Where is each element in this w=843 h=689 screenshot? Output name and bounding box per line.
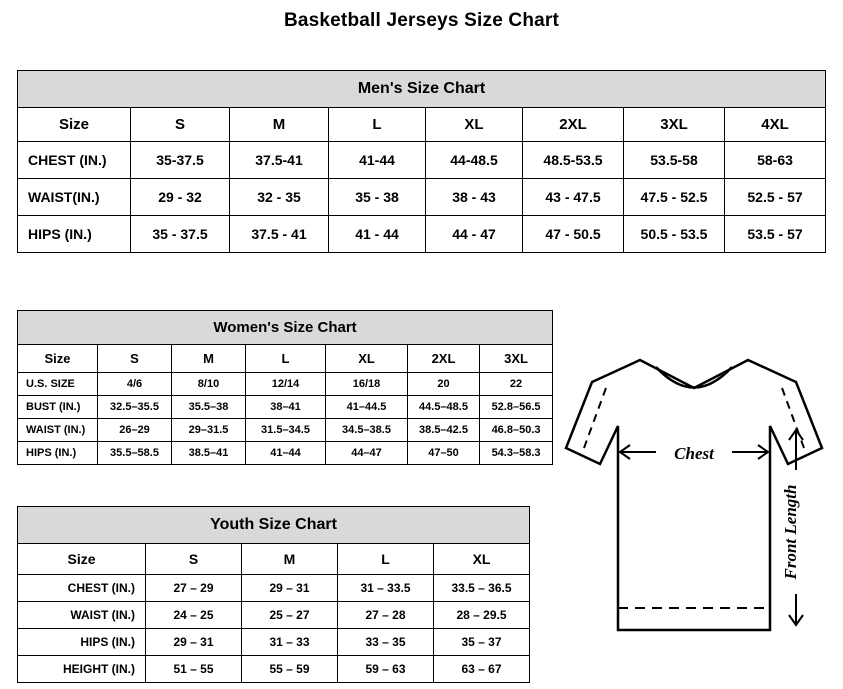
column-header-2xl: 2XL [408, 345, 480, 373]
cell-chest-s: 27 – 29 [146, 575, 242, 602]
cell-bust-2xl: 44.5–48.5 [408, 396, 480, 419]
cell-ussize-3xl: 22 [480, 373, 553, 396]
cell-hips-m: 31 – 33 [242, 629, 338, 656]
cell-hips-4xl: 53.5 - 57 [725, 216, 826, 253]
table-caption-row [18, 311, 553, 345]
cell-hips-xl: 35 – 37 [434, 629, 530, 656]
cell-ussize-l: 12/14 [246, 373, 326, 396]
table-row [18, 442, 553, 465]
cell-ussize-s: 4/6 [98, 373, 172, 396]
cell-waist-m: 32 - 35 [230, 179, 329, 216]
cell-bust-m: 35.5–38 [172, 396, 246, 419]
table-row [18, 419, 553, 442]
jersey-measurement-diagram [548, 330, 838, 675]
table-header-row [18, 544, 530, 575]
column-header-3xl: 3XL [480, 345, 553, 373]
cell-waist-3xl: 46.8–50.3 [480, 419, 553, 442]
table-row [18, 142, 826, 179]
cell-hips-m: 37.5 - 41 [230, 216, 329, 253]
mens-chart-caption: Men's Size Chart [18, 71, 826, 108]
table-row [18, 656, 530, 683]
cell-hips-m: 38.5–41 [172, 442, 246, 465]
row-label-waist: WAIST (IN.) [18, 602, 146, 629]
column-header-l: L [329, 108, 426, 142]
column-header-l: L [338, 544, 434, 575]
womens-size-chart-table [17, 310, 553, 465]
column-header-s: S [131, 108, 230, 142]
table-row [18, 602, 530, 629]
cell-waist-xl: 34.5–38.5 [326, 419, 408, 442]
table-row [18, 396, 553, 419]
cell-waist-4xl: 52.5 - 57 [725, 179, 826, 216]
cell-ussize-2xl: 20 [408, 373, 480, 396]
cell-waist-s: 26–29 [98, 419, 172, 442]
column-header-m: M [230, 108, 329, 142]
cell-ussize-xl: 16/18 [326, 373, 408, 396]
cell-waist-2xl: 38.5–42.5 [408, 419, 480, 442]
cell-bust-s: 32.5–35.5 [98, 396, 172, 419]
column-header-l: L [246, 345, 326, 373]
column-header-3xl: 3XL [624, 108, 725, 142]
cell-chest-m: 29 – 31 [242, 575, 338, 602]
chest-measure-label: Chest [674, 444, 714, 463]
cell-waist-m: 25 – 27 [242, 602, 338, 629]
mens-size-chart-table [17, 70, 826, 253]
column-header-size: Size [18, 544, 146, 575]
cell-hips-l: 41 - 44 [329, 216, 426, 253]
cell-hips-3xl: 50.5 - 53.5 [624, 216, 725, 253]
cell-chest-3xl: 53.5-58 [624, 142, 725, 179]
cell-chest-4xl: 58-63 [725, 142, 826, 179]
cell-chest-m: 37.5-41 [230, 142, 329, 179]
table-header-row [18, 108, 826, 142]
table-caption-row [18, 71, 826, 108]
row-label-height: HEIGHT (IN.) [18, 656, 146, 683]
cell-hips-s: 35 - 37.5 [131, 216, 230, 253]
cell-waist-xl: 38 - 43 [426, 179, 523, 216]
cell-height-m: 55 – 59 [242, 656, 338, 683]
column-header-4xl: 4XL [725, 108, 826, 142]
youth-size-chart-table [17, 506, 530, 683]
cell-hips-l: 41–44 [246, 442, 326, 465]
womens-chart-caption: Women's Size Chart [18, 311, 553, 345]
table-row [18, 373, 553, 396]
cell-waist-3xl: 47.5 - 52.5 [624, 179, 725, 216]
cell-height-s: 51 – 55 [146, 656, 242, 683]
column-header-xl: XL [426, 108, 523, 142]
column-header-s: S [98, 345, 172, 373]
cell-hips-xl: 44 - 47 [426, 216, 523, 253]
cell-waist-s: 24 – 25 [146, 602, 242, 629]
cell-chest-l: 41-44 [329, 142, 426, 179]
table-row [18, 179, 826, 216]
cell-bust-3xl: 52.8–56.5 [480, 396, 553, 419]
cell-chest-2xl: 48.5-53.5 [523, 142, 624, 179]
row-label-chest: CHEST (IN.) [18, 142, 131, 179]
table-row [18, 216, 826, 253]
column-header-size: Size [18, 345, 98, 373]
cell-hips-s: 35.5–58.5 [98, 442, 172, 465]
table-row [18, 629, 530, 656]
row-label-hips: HIPS (IN.) [18, 629, 146, 656]
cell-hips-xl: 44–47 [326, 442, 408, 465]
cell-hips-l: 33 – 35 [338, 629, 434, 656]
row-label-hips: HIPS (IN.) [18, 442, 98, 465]
cell-hips-s: 29 – 31 [146, 629, 242, 656]
row-label-us-size: U.S. SIZE [18, 373, 98, 396]
cell-ussize-m: 8/10 [172, 373, 246, 396]
cell-waist-l: 31.5–34.5 [246, 419, 326, 442]
column-header-xl: XL [326, 345, 408, 373]
youth-chart-caption: Youth Size Chart [18, 507, 530, 544]
row-label-chest: CHEST (IN.) [18, 575, 146, 602]
cell-waist-xl: 28 – 29.5 [434, 602, 530, 629]
page-title: Basketball Jerseys Size Chart [283, 10, 560, 31]
cell-waist-2xl: 43 - 47.5 [523, 179, 624, 216]
table-row [18, 575, 530, 602]
column-header-m: M [172, 345, 246, 373]
cell-waist-l: 35 - 38 [329, 179, 426, 216]
table-header-row [18, 345, 553, 373]
cell-chest-l: 31 – 33.5 [338, 575, 434, 602]
row-label-waist: WAIST (IN.) [18, 419, 98, 442]
cell-bust-xl: 41–44.5 [326, 396, 408, 419]
cell-chest-s: 35-37.5 [131, 142, 230, 179]
cell-waist-m: 29–31.5 [172, 419, 246, 442]
column-header-m: M [242, 544, 338, 575]
cell-hips-2xl: 47–50 [408, 442, 480, 465]
row-label-waist: WAIST(IN.) [18, 179, 131, 216]
cell-bust-l: 38–41 [246, 396, 326, 419]
column-header-size: Size [18, 108, 131, 142]
cell-chest-xl: 44-48.5 [426, 142, 523, 179]
cell-chest-xl: 33.5 – 36.5 [434, 575, 530, 602]
cell-hips-2xl: 47 - 50.5 [523, 216, 624, 253]
cell-hips-3xl: 54.3–58.3 [480, 442, 553, 465]
column-header-s: S [146, 544, 242, 575]
row-label-bust: BUST (IN.) [18, 396, 98, 419]
cell-waist-l: 27 – 28 [338, 602, 434, 629]
cell-height-xl: 63 – 67 [434, 656, 530, 683]
cell-height-l: 59 – 63 [338, 656, 434, 683]
column-header-2xl: 2XL [523, 108, 624, 142]
row-label-hips: HIPS (IN.) [18, 216, 131, 253]
front-length-measure-label: Front Length [781, 484, 800, 580]
column-header-xl: XL [434, 544, 530, 575]
table-caption-row [18, 507, 530, 544]
cell-waist-s: 29 - 32 [131, 179, 230, 216]
